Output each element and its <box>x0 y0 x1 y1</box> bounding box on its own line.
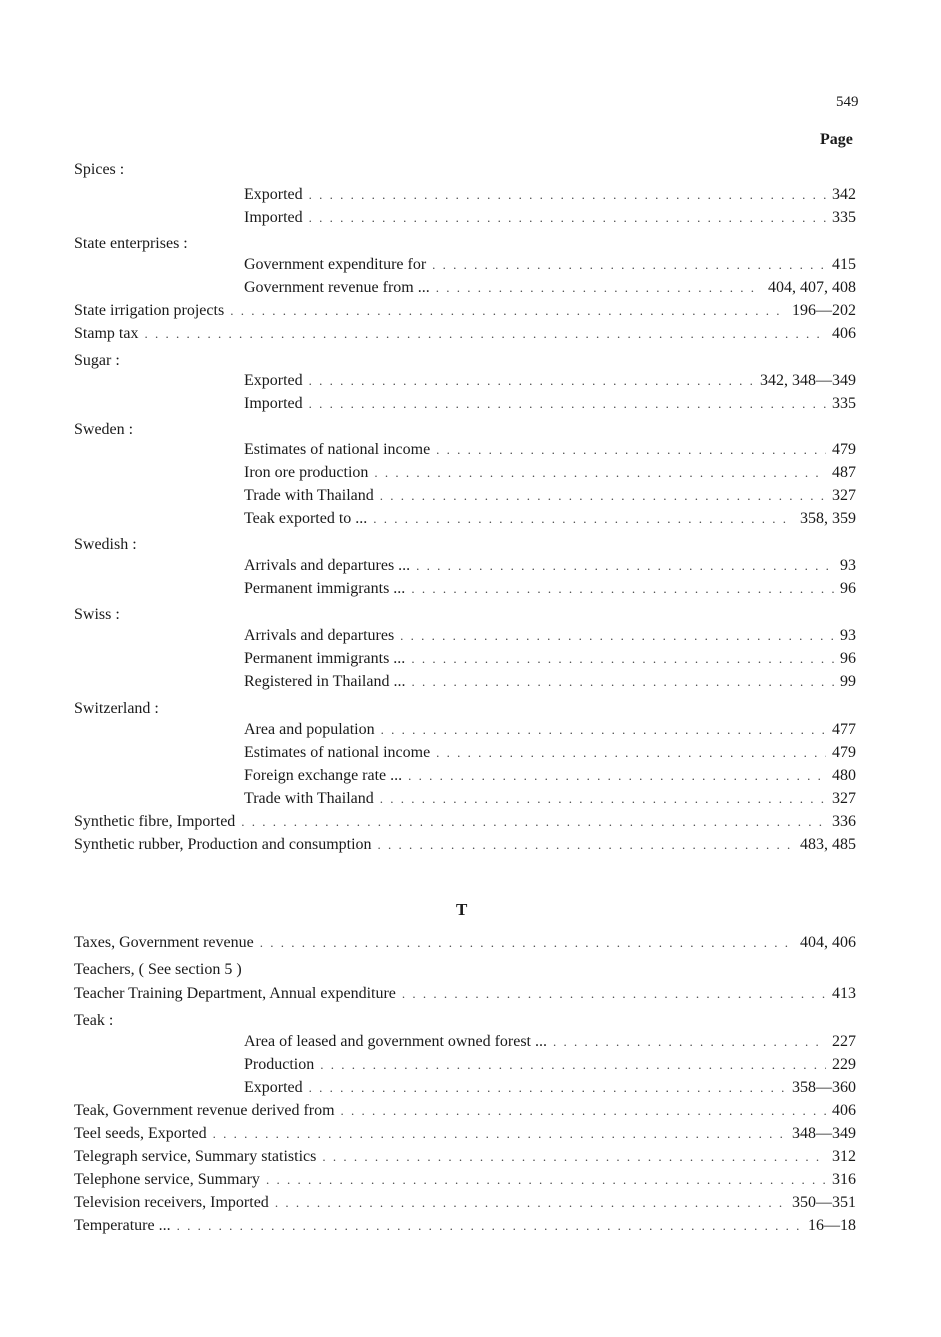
section-title-sweden: Sweden : <box>74 421 134 438</box>
leader-dots <box>402 983 826 1005</box>
entry-label: Estimates of national income <box>244 744 431 761</box>
leader-dots <box>230 300 786 322</box>
entry-pages: 358, 359 <box>800 510 856 527</box>
index-entry <box>74 1100 856 1122</box>
entry-label: Trade with Thailand <box>244 790 374 807</box>
page-number: 549 <box>836 94 859 110</box>
entry-label: Production <box>244 1056 315 1073</box>
section-title-sugar: Sugar : <box>74 352 120 369</box>
index-entry <box>244 184 856 206</box>
leader-dots <box>411 648 834 670</box>
entry-pages: 336 <box>832 813 856 830</box>
index-entry <box>244 788 856 810</box>
entry-label: Telephone service, Summary <box>74 1171 260 1188</box>
section-title-spices: Spices : <box>74 161 125 178</box>
entry-label: Teacher Training Department, Annual expenditure <box>74 985 396 1002</box>
leader-dots <box>309 207 826 229</box>
entry-pages: 93 <box>840 557 856 574</box>
entry-label: Television receivers, Imported <box>74 1194 269 1211</box>
entry-pages: 16—18 <box>808 1217 856 1234</box>
entry-label: Permanent immigrants ... <box>244 580 406 597</box>
index-entry <box>244 462 856 484</box>
index-entry <box>244 648 856 670</box>
index-entry <box>244 485 856 507</box>
index-entry <box>74 811 856 833</box>
index-entry <box>244 254 856 276</box>
entry-pages: 350—351 <box>792 1194 856 1211</box>
entry-pages: 196—202 <box>792 302 856 319</box>
leader-dots <box>144 323 826 345</box>
entry-label: Estimates of national income <box>244 441 431 458</box>
leader-dots <box>380 788 826 810</box>
leader-dots <box>213 1123 786 1145</box>
index-entry <box>244 370 856 392</box>
index-entry <box>244 1077 856 1099</box>
leader-dots <box>378 834 794 856</box>
entry-pages: 327 <box>832 790 856 807</box>
index-entry <box>74 1192 856 1214</box>
entry-pages: 312 <box>832 1148 856 1165</box>
index-entry <box>244 555 856 577</box>
entry-label: Area of leased and government owned forest ... <box>244 1033 547 1050</box>
index-entry <box>244 508 856 530</box>
index-entry <box>244 1054 856 1076</box>
entry-pages: 227 <box>832 1033 856 1050</box>
leader-dots <box>553 1031 826 1053</box>
entry-label: State irrigation projects <box>74 302 225 319</box>
entry-label: Government revenue from ... <box>244 279 430 296</box>
section-title-swiss: Swiss : <box>74 606 120 623</box>
index-entry <box>74 1215 856 1237</box>
letter-heading: T <box>456 900 468 919</box>
entry-label: Arrivals and departures ... <box>244 557 411 574</box>
entry-pages: 404, 406 <box>800 934 856 951</box>
leader-dots <box>322 1146 826 1168</box>
entry-label: Trade with Thailand <box>244 487 374 504</box>
index-entry <box>244 671 856 693</box>
index-entry <box>74 323 856 345</box>
index-entry-label-only: Teachers, ( See section 5 ) <box>74 961 242 978</box>
entry-label: Exported <box>244 186 303 203</box>
entry-pages: 483, 485 <box>800 836 856 853</box>
leader-dots <box>381 719 826 741</box>
index-entry <box>74 1123 856 1145</box>
index-entry <box>74 834 856 856</box>
entry-label: Foreign exchange rate ... <box>244 767 403 784</box>
leader-dots <box>241 811 826 833</box>
entry-label: Permanent immigrants ... <box>244 650 406 667</box>
entry-label: Exported <box>244 372 303 389</box>
entry-label: Government expenditure for <box>244 256 427 273</box>
index-entry <box>244 207 856 229</box>
entry-pages: 327 <box>832 487 856 504</box>
entry-label: Teak exported to ... <box>244 510 368 527</box>
section-title-teak: Teak : <box>74 1012 114 1029</box>
leader-dots <box>408 765 826 787</box>
leader-dots <box>416 555 834 577</box>
leader-dots <box>436 742 826 764</box>
index-entry <box>244 393 856 415</box>
leader-dots <box>309 184 826 206</box>
leader-dots <box>400 625 834 647</box>
index-entry <box>244 1031 856 1053</box>
entry-pages: 348—349 <box>792 1125 856 1142</box>
index-entry <box>244 719 856 741</box>
entry-pages: 413 <box>832 985 856 1002</box>
leader-dots <box>260 932 794 954</box>
entry-label: Imported <box>244 395 303 412</box>
entry-pages: 316 <box>832 1171 856 1188</box>
entry-label: Imported <box>244 209 303 226</box>
entry-label: Synthetic fibre, Imported <box>74 813 236 830</box>
entry-label: Taxes, Government revenue <box>74 934 254 951</box>
index-entry <box>244 277 856 299</box>
entry-pages: 96 <box>840 650 856 667</box>
leader-dots <box>177 1215 802 1237</box>
leader-dots <box>309 1077 786 1099</box>
index-entry <box>244 578 856 600</box>
entry-pages: 342 <box>832 186 856 203</box>
leader-dots <box>309 393 826 415</box>
index-entry <box>74 300 856 322</box>
entry-label: Stamp tax <box>74 325 139 342</box>
entry-pages: 342, 348—349 <box>760 372 856 389</box>
entry-label: Area and population <box>244 721 375 738</box>
entry-label: Arrivals and departures <box>244 627 395 644</box>
entry-label: Teak, Government revenue derived from <box>74 1102 335 1119</box>
index-entry <box>74 983 856 1005</box>
section-title-switzerland: Switzerland : <box>74 700 159 717</box>
index-entry <box>74 1146 856 1168</box>
leader-dots <box>309 370 754 392</box>
section-title-swedish: Swedish : <box>74 536 137 553</box>
leader-dots <box>374 462 826 484</box>
leader-dots <box>275 1192 786 1214</box>
entry-pages: 404, 407, 408 <box>768 279 856 296</box>
entry-label: Synthetic rubber, Production and consumption <box>74 836 372 853</box>
entry-label: Telegraph service, Summary statistics <box>74 1148 317 1165</box>
leader-dots <box>320 1054 826 1076</box>
leader-dots <box>411 671 834 693</box>
leader-dots <box>436 439 826 461</box>
leader-dots <box>266 1169 826 1191</box>
index-entry <box>244 765 856 787</box>
page-column-label: Page <box>820 131 853 148</box>
index-entry <box>244 625 856 647</box>
entry-pages: 229 <box>832 1056 856 1073</box>
leader-dots <box>432 254 826 276</box>
index-entry <box>244 742 856 764</box>
entry-label: Iron ore production <box>244 464 369 481</box>
entry-pages: 406 <box>832 325 856 342</box>
entry-pages: 335 <box>832 209 856 226</box>
leader-dots <box>341 1100 826 1122</box>
entry-pages: 415 <box>832 256 856 273</box>
entry-pages: 487 <box>832 464 856 481</box>
entry-pages: 479 <box>832 744 856 761</box>
entry-pages: 358—360 <box>792 1079 856 1096</box>
entry-pages: 406 <box>832 1102 856 1119</box>
entry-pages: 477 <box>832 721 856 738</box>
entry-pages: 479 <box>832 441 856 458</box>
leader-dots <box>411 578 834 600</box>
entry-label: Registered in Thailand ... <box>244 673 406 690</box>
entry-pages: 480 <box>832 767 856 784</box>
index-entry <box>244 439 856 461</box>
entry-label: Exported <box>244 1079 303 1096</box>
entry-pages: 93 <box>840 627 856 644</box>
entry-label: Teel seeds, Exported <box>74 1125 207 1142</box>
index-entry <box>74 1169 856 1191</box>
leader-dots <box>380 485 826 507</box>
entry-pages: 99 <box>840 673 856 690</box>
leader-dots <box>436 277 762 299</box>
entry-label: Temperature ... <box>74 1217 171 1234</box>
index-entry <box>74 932 856 954</box>
entry-pages: 96 <box>840 580 856 597</box>
section-title-state-enterprises: State enterprises : <box>74 235 188 252</box>
leader-dots <box>373 508 794 530</box>
entry-pages: 335 <box>832 395 856 412</box>
